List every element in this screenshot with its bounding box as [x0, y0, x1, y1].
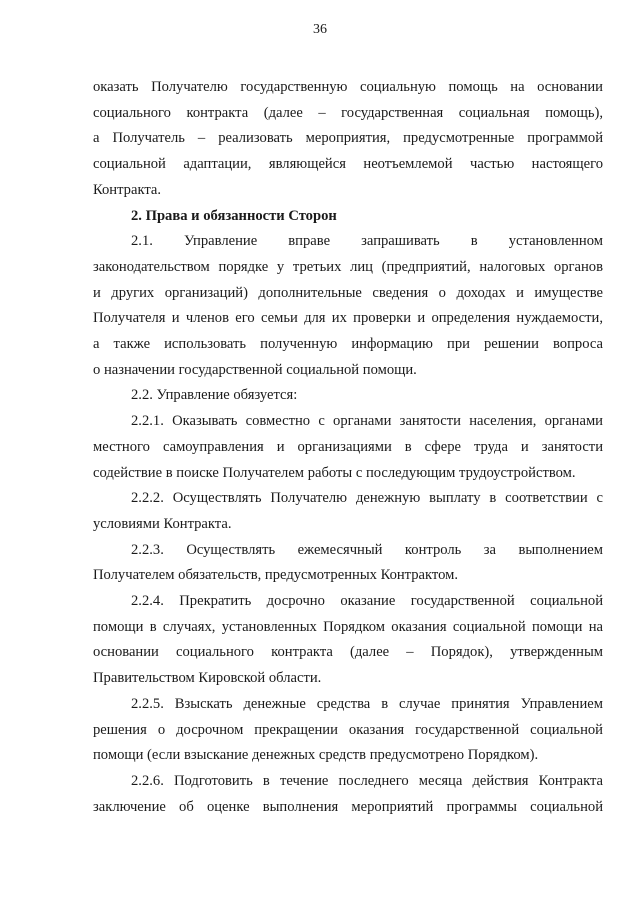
text-line: а также использовать полученную информацию при решении вопроса [93, 336, 603, 353]
text-line: 2.1. Управление вправе запрашивать в установленном [131, 233, 603, 250]
text-line: 2.2. Управление обязуется: [131, 387, 298, 404]
clause-2-2-4 [93, 589, 603, 692]
text-line: 2.2.5. Взыскать денежные средства в случае принятия Управлением [131, 695, 603, 712]
clause-2-2-2 [93, 486, 603, 537]
text-line: 2.2.2. Осуществлять Получателю денежную выплату в соответствии с [131, 490, 603, 507]
text-line: основании социального контракта (далее – Порядок), утвержденным [93, 644, 603, 661]
clause-2-2-5 [93, 692, 603, 769]
text-line: и других организаций) дополнительные сведения о доходах и имуществе [93, 284, 603, 301]
text-line: Правительством Кировской области. [93, 670, 322, 687]
text-line: законодательством порядке у третьих лиц (предприятий, налоговых органов [93, 258, 603, 275]
text-line: заключение об оценке выполнения мероприятий программы социальной [93, 798, 603, 815]
clause-2-1 [93, 229, 603, 383]
text-line: помощи в случаях, установленных Порядком оказания социальной помощи на [93, 618, 603, 635]
text-line: 2.2.3. Осуществлять ежемесячный контроль за выполнением [131, 541, 603, 558]
text-line: местного самоуправления и организациями в сфере труда и занятости [93, 438, 603, 455]
clause-2-2-1 [93, 409, 603, 486]
text-line: 2.2.1. Оказывать совместно с органами занятости населения, органами [131, 413, 603, 430]
text-line: Получателя и членов его семьи для их проверки и определения нуждаемости, [93, 310, 603, 327]
clause-2-2-3 [93, 538, 603, 589]
text-line: оказать Получателю государственную социальную помощь на основании [93, 79, 603, 95]
page-number: 36 [313, 22, 327, 37]
text-line: условиями Контракта. [93, 515, 232, 532]
clause-2-2 [93, 383, 603, 409]
text-line: о назначении государственной социальной помощи. [93, 361, 417, 378]
section-heading: 2. Права и обязанности Сторон [131, 207, 337, 224]
text-line: Получателем обязательств, предусмотренных Контрактом. [93, 567, 458, 584]
text-line: Контракта. [93, 181, 162, 198]
text-line: а Получатель – реализовать мероприятия, предусмотренные программой [93, 130, 603, 147]
intro-paragraph [93, 75, 603, 204]
document-body [93, 75, 603, 820]
text-line: содействие в поиске Получателем работы с последующим трудоустройством. [93, 464, 576, 481]
text-line: 2.2.4. Прекратить досрочно оказание государственной социальной [131, 593, 603, 610]
clause-2-2-6 [93, 769, 603, 820]
text-line: решения о досрочном прекращении оказания государственной социальной [93, 721, 603, 738]
text-line: социального контракта (далее – государственная социальная помощь), [93, 104, 603, 121]
text-line: социальной адаптации, являющейся неотъемлемой частью настоящего [93, 156, 603, 173]
text-line: помощи (если взыскание денежных средств предусмотрено Порядком). [93, 747, 539, 764]
text-line: 2.2.6. Подготовить в течение последнего месяца действия Контракта [131, 772, 603, 789]
